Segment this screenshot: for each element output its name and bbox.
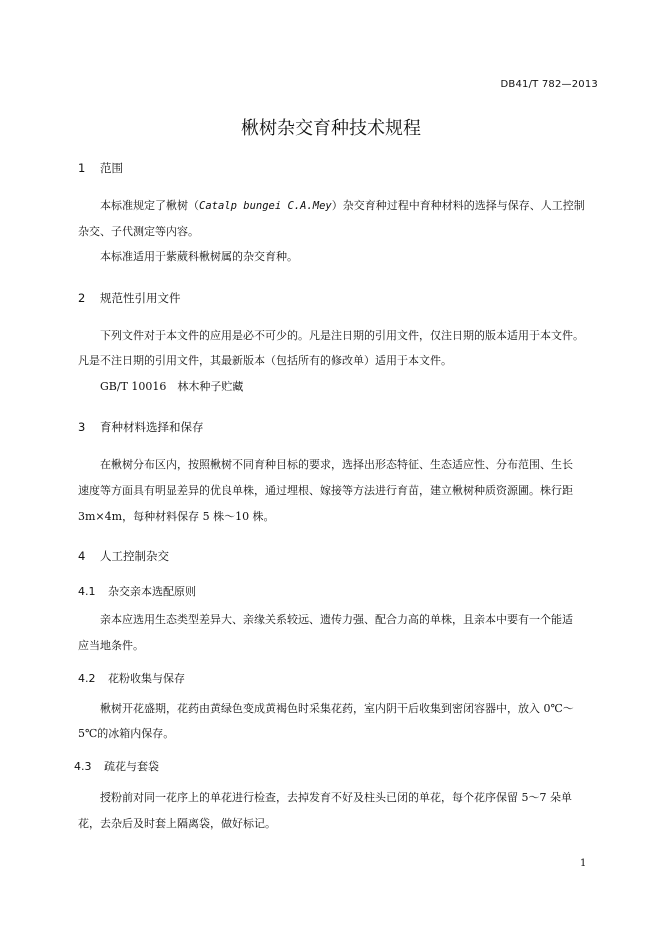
section-heading-2 <box>78 290 181 306</box>
page-number: 1 <box>580 858 587 869</box>
subsection-heading-4-2 <box>78 670 185 686</box>
paragraph-line: 5℃的冰箱内保存。 <box>78 727 175 740</box>
subsection-heading-4-3 <box>74 758 159 774</box>
paragraph-line: 亲本应选用生态类型差异大、亲缘关系较远、遗传力强、配合力高的单株，且亲本中要有一个能适 <box>100 613 573 626</box>
paragraph-line: 下列文件对于本文件的应用是必不可少的。凡是注日期的引用文件，仅注日期的版本适用于本文件。 <box>100 329 584 342</box>
section-heading-1 <box>78 160 123 176</box>
paragraph-line: 3m×4m，每种材料保存 5 株～10 株。 <box>78 510 275 523</box>
section-number: 2 <box>78 291 86 305</box>
subsection-number: 4.1 <box>78 585 96 598</box>
text-run: 本标准规定了楸树（ <box>100 199 199 212</box>
paragraph-line <box>100 194 585 218</box>
subsection-number: 4.3 <box>74 760 92 773</box>
section-title: 规范性引用文件 <box>100 291 181 305</box>
reference-item: GB/T 10016 林木种子贮藏 <box>100 380 244 393</box>
section-title: 人工控制杂交 <box>100 549 169 563</box>
section-number: 1 <box>78 161 86 175</box>
paragraph-line: 凡是不注日期的引用文件，其最新版本（包括所有的修改单）适用于本文件。 <box>78 354 452 367</box>
section-title: 范围 <box>100 161 123 175</box>
paragraph-line: 应当地条件。 <box>78 639 144 652</box>
paragraph-line: 速度等方面具有明显差异的优良单株，通过埋根、嫁接等方法进行育苗，建立楸树种质资源圃。株行距 <box>78 484 573 497</box>
section-title: 育种材料选择和保存 <box>100 420 204 434</box>
section-heading-4 <box>78 548 169 564</box>
section-number: 3 <box>78 420 86 434</box>
text-run: ）杂交育种过程中育种材料的选择与保存、人工控制 <box>331 199 585 212</box>
paragraph-line: 授粉前对同一花序上的单花进行检查，去掉发育不好及柱头已闭的单花，每个花序保留 5～7 朵单 <box>100 791 572 804</box>
paragraph-line: 花，去杂后及时套上隔离袋，做好标记。 <box>78 817 276 830</box>
paragraph-line: 在楸树分布区内，按照楸树不同育种目标的要求，选择出形态特征、生态适应性、分布范围、生长 <box>100 458 573 471</box>
document-code: DB41/T 782—2013 <box>500 79 598 90</box>
subsection-title: 杂交亲本选配原则 <box>108 585 196 598</box>
species-name: Catalp bungei C.A.Mey <box>199 200 332 212</box>
subsection-title: 花粉收集与保存 <box>108 672 185 685</box>
section-heading-3 <box>78 419 204 435</box>
section-number: 4 <box>78 549 86 563</box>
subsection-title: 疏花与套袋 <box>104 760 159 773</box>
paragraph-line: 本标准适用于紫葳科楸树属的杂交育种。 <box>100 250 298 263</box>
page-title: 楸树杂交育种技术规程 <box>241 118 421 139</box>
subsection-number: 4.2 <box>78 672 96 685</box>
subsection-heading-4-1 <box>78 583 196 599</box>
paragraph-line: 杂交、子代测定等内容。 <box>78 225 199 238</box>
paragraph-line: 楸树开花盛期，花药由黄绿色变成黄褐色时采集花药，室内阴干后收集到密闭容器中，放入 0℃～ <box>100 702 574 715</box>
